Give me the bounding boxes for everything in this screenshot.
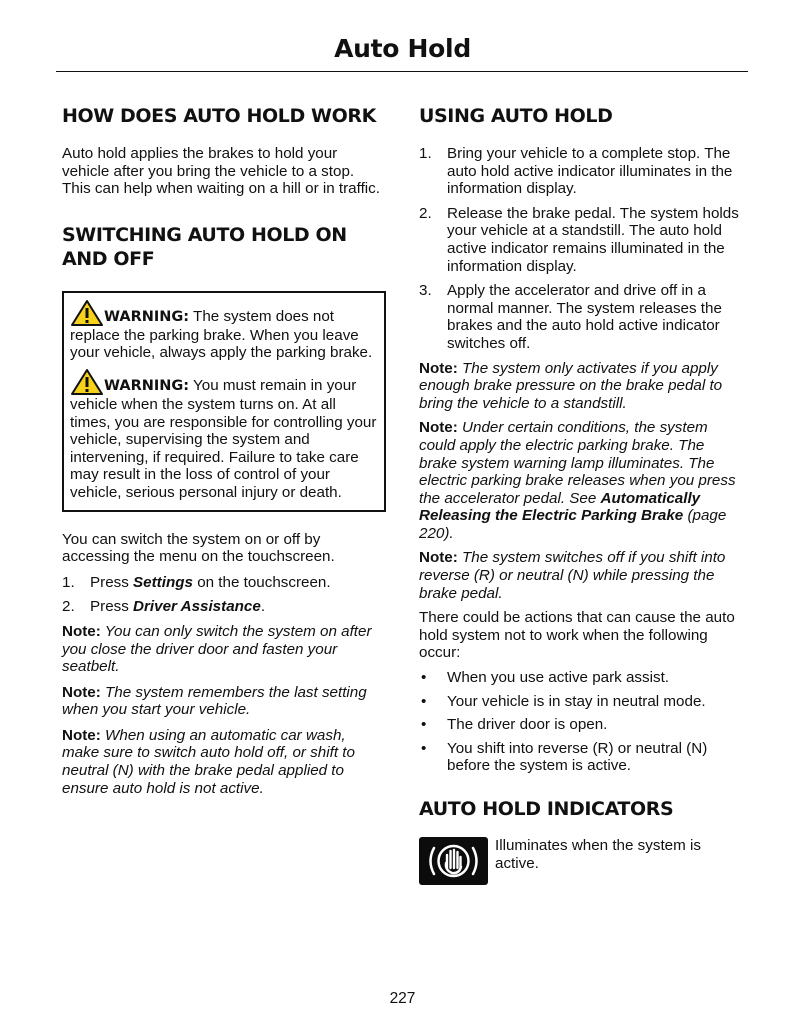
note-text: The system remembers the last setting when you start your vehicle.	[62, 683, 367, 719]
bullet-marker: •	[421, 739, 427, 757]
bullet-marker: •	[421, 692, 427, 710]
list-item	[419, 716, 743, 734]
switch-steps-list	[62, 574, 386, 616]
bullet-marker: •	[421, 716, 427, 734]
list-item	[419, 205, 743, 275]
warning-text: You must remain in your vehicle when the system turns on. At all times, you are responsible for controlling your vehicle, supervising the system and intervening, if required. Failure to take care may result in the loss of control of your vehicle, serious personal injury or death.	[70, 376, 377, 501]
step-number: 2.	[419, 204, 432, 222]
note-text: Under certain conditions, the system could apply the electric parking brake. The brake system warning lamp illuminates. The electric parking brake releases when you press the accelerator pedal. See	[419, 419, 736, 507]
step-number: 1.	[62, 573, 75, 591]
heading-using-auto-hold: USING AUTO HOLD	[419, 105, 613, 127]
step-text: Bring your vehicle to a complete stop. The auto hold active indicator illuminates in the information display.	[447, 145, 733, 198]
step-text: Press	[90, 573, 134, 591]
list-item	[62, 598, 386, 616]
auto-hold-indicator-icon	[419, 837, 488, 885]
note-text: The system switches off if you shift into reverse (R) or neutral (N) while pressing the brake pedal.	[419, 549, 726, 602]
note-label: Note:	[419, 359, 458, 377]
heading-switching-auto-hold: SWITCHING AUTO HOLD ON AND OFF	[62, 223, 347, 270]
note	[419, 549, 743, 602]
note	[62, 623, 386, 676]
page-number: 227	[389, 990, 416, 1007]
step-number: 3.	[419, 282, 432, 300]
list-item	[419, 693, 743, 711]
right-column	[419, 104, 743, 893]
note-label: Note:	[62, 622, 101, 640]
indicator-row	[419, 837, 743, 893]
bullet-text: The driver door is open.	[447, 716, 608, 734]
actions-bullet-list	[419, 669, 743, 775]
list-item	[62, 574, 386, 592]
switch-paragraph: You can switch the system on or off by accessing the menu on the touchscreen.	[62, 530, 335, 566]
note	[62, 727, 386, 797]
actions-paragraph: There could be actions that can cause the auto hold system not to work when the following occur:	[419, 609, 735, 662]
step-text: Apply the accelerator and drive off in a normal manner. The system releases the brakes and the auto hold active indicator switches off.	[447, 282, 722, 352]
note	[419, 360, 743, 413]
step-number: 1.	[419, 145, 432, 162]
indicator-description: Illuminates when the system is active.	[495, 837, 701, 872]
bullet-marker: •	[421, 669, 427, 687]
list-item	[419, 145, 743, 198]
warning-triangle-icon	[70, 368, 104, 396]
warning-text: The system does not replace the parking brake. When you leave your vehicle, always apply the parking brake.	[70, 307, 373, 362]
heading-auto-hold-indicators: AUTO HOLD INDICATORS	[419, 798, 674, 820]
title-divider	[56, 71, 748, 72]
how-paragraph: Auto hold applies the brakes to hold your vehicle after you bring the vehicle to a stop. This can help when waiting on a hill or in traffic.	[62, 145, 380, 198]
note-text: You can only switch the system on after you close the driver door and fasten your seatbelt.	[62, 622, 372, 676]
bullet-text: You shift into reverse (R) or neutral (N) before the system is active.	[447, 739, 708, 775]
warning-1	[70, 299, 378, 362]
list-item	[419, 282, 743, 352]
note-text: When using an automatic car wash, make sure to switch auto hold off, or shift to neutral (N) with the brake pedal applied to ensure auto hold is not active.	[62, 726, 355, 797]
warning-label: WARNING:	[104, 308, 190, 325]
note-text: The system only activates if you apply enough brake pressure on the brake pedal to bring the vehicle to a standstill.	[419, 359, 723, 412]
step-text: Press	[90, 598, 134, 616]
heading-how-does-auto-hold-work: HOW DOES AUTO HOLD WORK	[62, 105, 376, 127]
menu-item-driver-assistance: Driver Assistance	[133, 598, 261, 616]
left-column	[62, 104, 386, 797]
bullet-text: When you use active park assist.	[447, 669, 670, 687]
warning-box	[62, 291, 386, 512]
menu-item-settings: Settings	[133, 573, 193, 591]
page-title: Auto Hold	[334, 34, 471, 63]
cross-reference-link[interactable]: Automatically Releasing the Electric Parking Brake	[419, 489, 701, 525]
note	[419, 419, 743, 542]
using-steps-list	[419, 145, 743, 353]
warning-label: WARNING:	[104, 377, 190, 394]
list-item	[419, 669, 743, 687]
page-reference: (page 220).	[419, 507, 727, 542]
note-label: Note:	[62, 726, 101, 744]
step-text: on the touchscreen.	[192, 573, 331, 591]
warning-triangle-icon	[70, 299, 104, 327]
note-label: Note:	[62, 683, 101, 701]
warning-2	[70, 368, 378, 502]
step-number: 2.	[62, 598, 75, 616]
note-label: Note:	[419, 549, 458, 567]
bullet-text: Your vehicle is in stay in neutral mode.	[447, 692, 706, 710]
note-label: Note:	[419, 419, 458, 437]
note	[62, 684, 386, 719]
step-text: Release the brake pedal. The system holds your vehicle at a standstill. The auto hold active indicator remains illuminated in the information display.	[447, 204, 739, 275]
list-item	[419, 740, 743, 775]
step-text: .	[260, 598, 266, 616]
